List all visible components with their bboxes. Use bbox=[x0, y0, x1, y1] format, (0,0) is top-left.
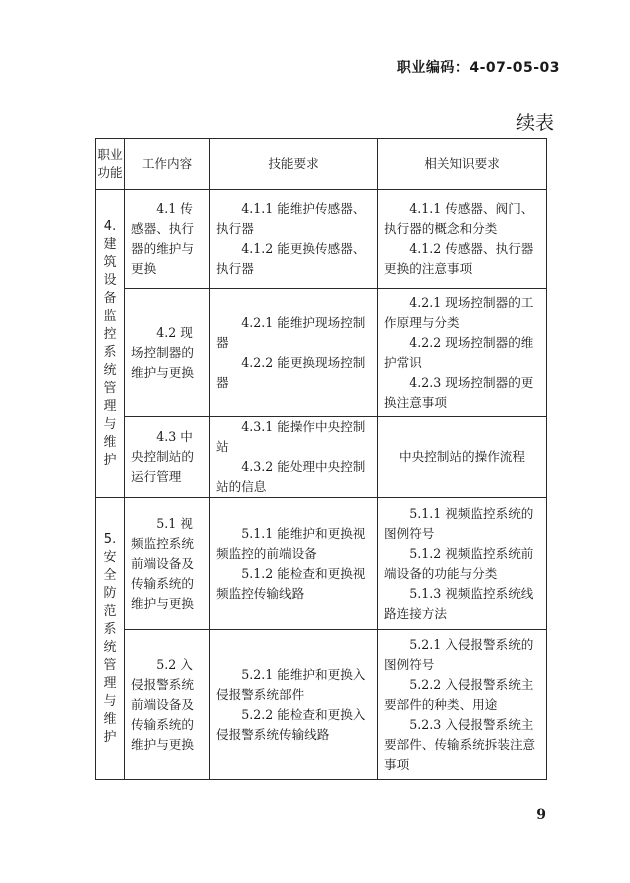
header-function: 职业 功能 bbox=[96, 139, 125, 190]
header-skills: 技能要求 bbox=[210, 139, 378, 190]
knowledge-cell bbox=[378, 417, 547, 498]
page-number: 9 bbox=[536, 807, 546, 823]
knowledge-cell bbox=[378, 630, 547, 780]
knowledge-item: 4.2.3 现场控制器的更换注意事项 bbox=[384, 374, 534, 410]
table-row bbox=[96, 630, 547, 780]
knowledge-item: 4.1.1 传感器、阀门、执行器的概念和分类 bbox=[384, 201, 534, 236]
occupation-code: 职业编码：4-07-05-03 bbox=[396, 60, 560, 76]
knowledge-item: 中央控制站的操作流程 bbox=[399, 449, 525, 464]
knowledge-item: 4.2.1 现场控制器的工作原理与分类 bbox=[384, 294, 534, 330]
skill-item: 4.2.2 能更换现场控制器 bbox=[216, 354, 366, 390]
knowledge-item: 5.1.1 视频监控系统的图例符号 bbox=[384, 505, 534, 541]
skill-table bbox=[95, 138, 547, 780]
skill-item: 4.2.1 能维护现场控制器 bbox=[216, 314, 366, 350]
work-content-cell bbox=[125, 289, 210, 417]
skills-cell bbox=[210, 417, 378, 498]
work-content-cell bbox=[125, 417, 210, 498]
function-4-cell: 4. 建 筑 设 备 监 控 系 统 管 理 与 维 护 bbox=[96, 190, 125, 498]
work-content-text: 5.2 入侵报警系统前端设备及传输系统的维护与更换 bbox=[131, 656, 194, 752]
skills-cell bbox=[210, 190, 378, 289]
work-content-text: 4.1 传感器、执行器的维护与更换 bbox=[131, 201, 194, 276]
knowledge-cell bbox=[378, 190, 547, 289]
knowledge-item: 5.1.2 视频监控系统前端设备的功能与分类 bbox=[384, 545, 534, 581]
table-row bbox=[96, 417, 547, 498]
skills-cell bbox=[210, 498, 378, 630]
table-header-row bbox=[96, 139, 547, 190]
skill-item: 4.1.2 能更换传感器、执行器 bbox=[216, 241, 366, 276]
table-row bbox=[96, 289, 547, 417]
knowledge-item: 5.2.2 入侵报警系统主要部件的种类、用途 bbox=[384, 676, 534, 712]
work-content-text: 4.3 中央控制站的运行管理 bbox=[131, 429, 194, 484]
table-row bbox=[96, 498, 547, 630]
function-5-cell: 5. 安 全 防 范 系 统 管 理 与 维 护 bbox=[96, 498, 125, 780]
work-content-cell bbox=[125, 630, 210, 780]
knowledge-item: 4.2.2 现场控制器的维护常识 bbox=[384, 334, 534, 370]
skill-item: 4.1.1 能维护传感器、执行器 bbox=[216, 201, 366, 236]
knowledge-item: 5.2.3 入侵报警系统主要部件、传输系统拆装注意事项 bbox=[384, 716, 536, 772]
work-content-cell bbox=[125, 190, 210, 289]
skill-item: 5.1.2 能检查和更换视频监控传输线路 bbox=[216, 565, 366, 601]
skill-item: 5.2.1 能维护和更换入侵报警系统部件 bbox=[216, 666, 366, 702]
knowledge-item: 5.1.3 视频监控系统线路连接方法 bbox=[384, 585, 534, 621]
skills-cell bbox=[210, 289, 378, 417]
skill-item: 4.3.2 能处理中央控制站的信息 bbox=[216, 459, 366, 494]
knowledge-cell bbox=[378, 498, 547, 630]
skill-item: 4.3.1 能操作中央控制站 bbox=[216, 419, 366, 454]
work-content-cell bbox=[125, 498, 210, 630]
knowledge-item: 5.2.1 入侵报警系统的图例符号 bbox=[384, 636, 534, 672]
header-content: 工作内容 bbox=[125, 139, 210, 190]
work-content-text: 4.2 现场控制器的维护与更换 bbox=[131, 324, 194, 380]
table-row bbox=[96, 190, 547, 289]
knowledge-item: 4.1.2 传感器、执行器更换的注意事项 bbox=[384, 241, 534, 276]
skill-item: 5.1.1 能维护和更换视频监控的前端设备 bbox=[216, 525, 366, 561]
skill-item: 5.2.2 能检查和更换入侵报警系统传输线路 bbox=[216, 706, 366, 742]
skills-cell bbox=[210, 630, 378, 780]
header-knowledge: 相关知识要求 bbox=[378, 139, 547, 190]
continued-label: 续表 bbox=[515, 112, 554, 134]
work-content-text: 5.1 视频监控系统前端设备及传输系统的维护与更换 bbox=[131, 515, 194, 611]
knowledge-cell bbox=[378, 289, 547, 417]
